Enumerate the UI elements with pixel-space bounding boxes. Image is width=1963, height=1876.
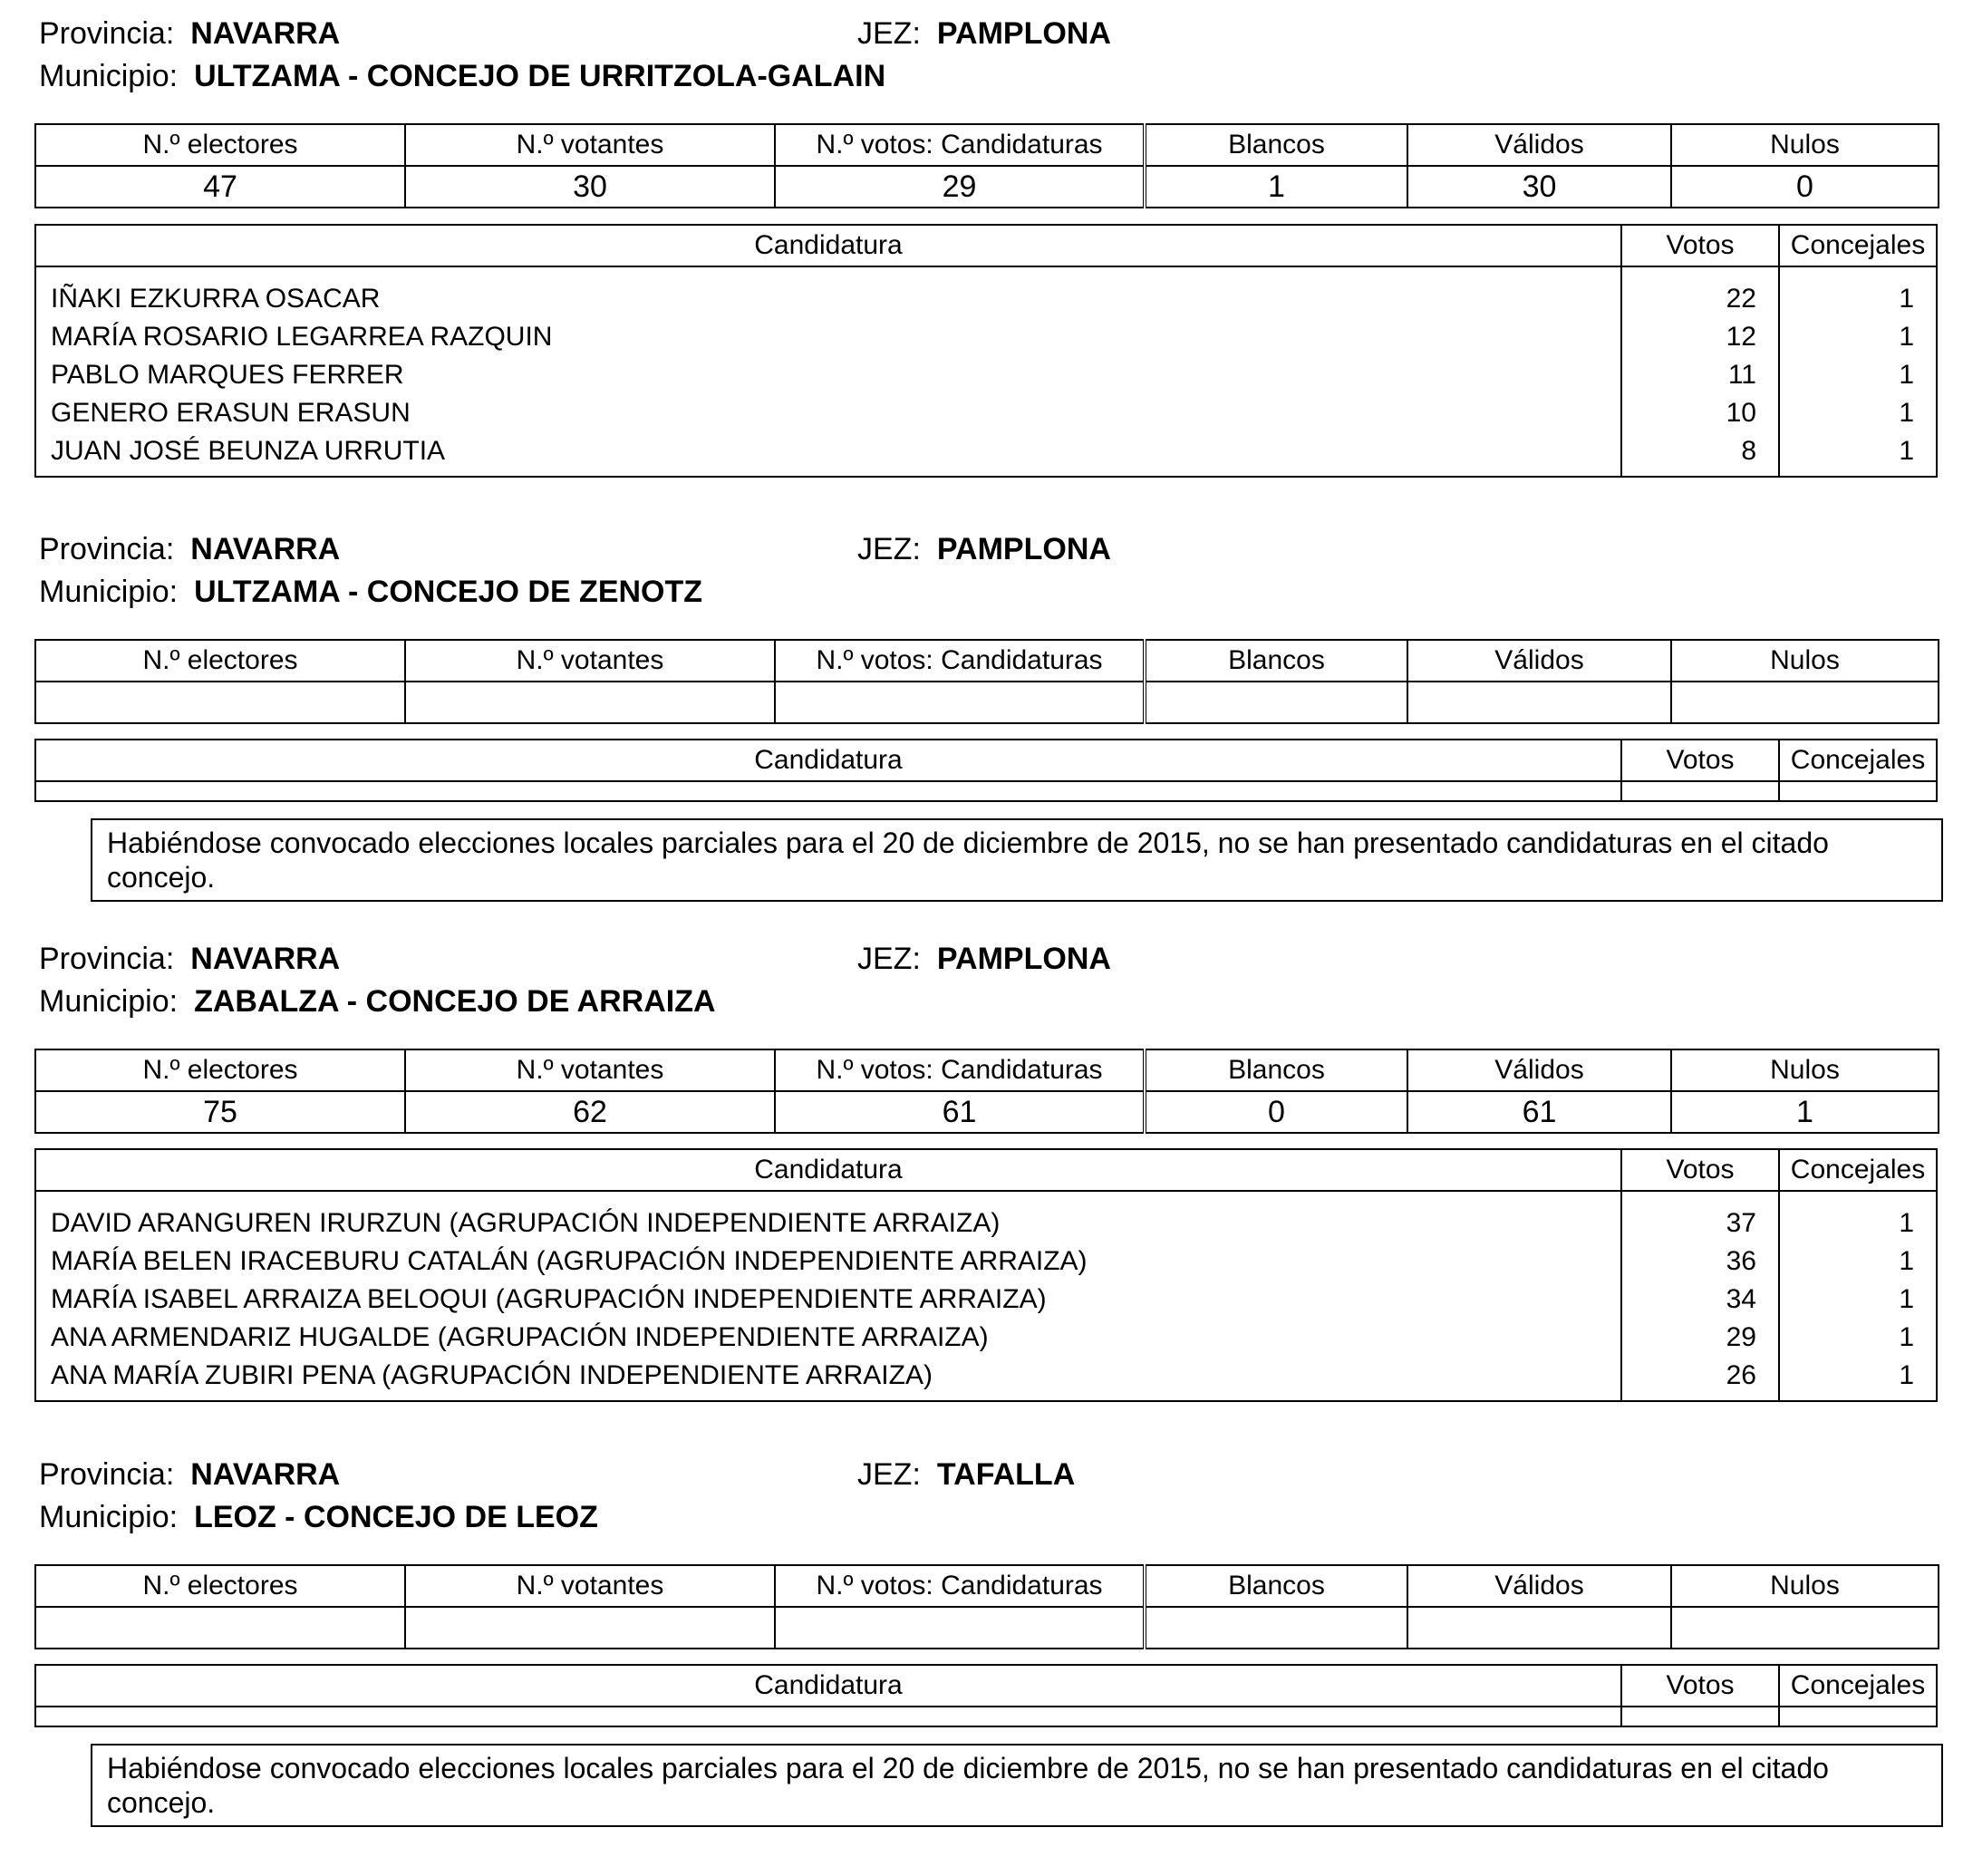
empty-cell bbox=[1778, 782, 1936, 800]
jez-line: JEZ: PAMPLONA bbox=[857, 16, 1111, 51]
votantes-value bbox=[405, 682, 775, 723]
provincia-line: Provincia: NAVARRA bbox=[39, 532, 341, 566]
candidate-votos: 10 bbox=[1726, 398, 1756, 428]
jez-value: PAMPLONA bbox=[936, 16, 1111, 51]
electores-header: N.º electores bbox=[35, 1565, 405, 1607]
provincia-value: NAVARRA bbox=[190, 16, 341, 51]
validos-value: 61 bbox=[1407, 1091, 1671, 1133]
candidate-name: ANA ARMENDARIZ HUGALDE (AGRUPACIÓN INDEPENDIENTE ARRAIZA) bbox=[51, 1322, 989, 1352]
municipio-value: ULTZAMA - CONCEJO DE URRITZOLA-GALAIN bbox=[194, 59, 886, 93]
municipio-value: ULTZAMA - CONCEJO DE ZENOTZ bbox=[194, 575, 703, 609]
validos-header: Válidos bbox=[1407, 640, 1671, 682]
concejales-header: Concejales bbox=[1778, 740, 1936, 780]
votos-candidaturas-value: 29 bbox=[775, 166, 1145, 208]
electores-value: 47 bbox=[35, 166, 405, 208]
nulos-value bbox=[1671, 1607, 1939, 1649]
empty-cell bbox=[36, 782, 1620, 800]
municipio-line: Municipio: ULTZAMA - CONCEJO DE ZENOTZ bbox=[39, 575, 703, 609]
jez-value: PAMPLONA bbox=[936, 942, 1111, 976]
candidate-concejales: 1 bbox=[1899, 1246, 1914, 1276]
electores-header: N.º electores bbox=[35, 1049, 405, 1091]
votantes-value bbox=[405, 1607, 775, 1649]
candidate-concejales: 1 bbox=[1899, 284, 1914, 314]
votantes-value: 62 bbox=[405, 1091, 775, 1133]
candidate-name: IÑAKI EZKURRA OSACAR bbox=[51, 284, 381, 314]
votos-header: Votos bbox=[1620, 1666, 1778, 1706]
candidate-name: ANA MARÍA ZUBIRI PENA (AGRUPACIÓN INDEPENDIENTE ARRAIZA) bbox=[51, 1360, 933, 1390]
municipio-value: LEOZ - CONCEJO DE LEOZ bbox=[194, 1500, 598, 1534]
candidate-name: MARÍA ISABEL ARRAIZA BELOQUI (AGRUPACIÓN INDEPENDIENTE ARRAIZA) bbox=[51, 1284, 1047, 1314]
candidate-name: GENERO ERASUN ERASUN bbox=[51, 398, 411, 428]
concejales-header: Concejales bbox=[1778, 1150, 1936, 1190]
note-box: Habiéndose convocado elecciones locales parciales para el 20 de diciembre de 2015, no se han presentado candidaturas en el citado concejo. bbox=[91, 818, 1943, 902]
candidate-name: JUAN JOSÉ BEUNZA URRUTIA bbox=[51, 436, 446, 466]
votantes-value: 30 bbox=[405, 166, 775, 208]
candidates-table bbox=[34, 1664, 1938, 1727]
concejales-header: Concejales bbox=[1778, 226, 1936, 266]
votos-header: Votos bbox=[1620, 226, 1778, 266]
validos-value bbox=[1407, 682, 1671, 723]
jez-value: TAFALLA bbox=[936, 1457, 1076, 1492]
blancos-header: Blancos bbox=[1145, 1565, 1407, 1607]
candidate-name: MARÍA ROSARIO LEGARREA RAZQUIN bbox=[51, 322, 553, 352]
blancos-header: Blancos bbox=[1145, 640, 1407, 682]
jez-line: JEZ: TAFALLA bbox=[857, 1457, 1076, 1492]
votantes-header: N.º votantes bbox=[405, 640, 775, 682]
blancos-header: Blancos bbox=[1145, 1049, 1407, 1091]
votos-candidaturas-header: N.º votos: Candidaturas bbox=[775, 640, 1145, 682]
nulos-header: Nulos bbox=[1671, 1049, 1939, 1091]
blancos-value: 1 bbox=[1145, 166, 1407, 208]
provincia-line: Provincia: NAVARRA bbox=[39, 16, 341, 51]
candidate-votos: 34 bbox=[1726, 1284, 1756, 1314]
candidate-name: PABLO MARQUES FERRER bbox=[51, 360, 404, 390]
validos-value: 30 bbox=[1407, 166, 1671, 208]
candidate-concejales: 1 bbox=[1899, 360, 1914, 390]
candidatura-header: Candidatura bbox=[754, 1155, 903, 1185]
stats-table bbox=[34, 1564, 1939, 1649]
candidate-votos: 36 bbox=[1726, 1246, 1756, 1276]
electores-header: N.º electores bbox=[35, 124, 405, 166]
provincia-value: NAVARRA bbox=[190, 532, 341, 566]
stats-table bbox=[34, 1049, 1939, 1134]
empty-cell bbox=[1778, 1707, 1936, 1726]
candidate-concejales: 1 bbox=[1899, 1322, 1914, 1352]
nulos-value bbox=[1671, 682, 1939, 723]
candidate-votos: 26 bbox=[1726, 1360, 1756, 1390]
candidatura-header: Candidatura bbox=[754, 230, 903, 260]
empty-cell bbox=[1620, 782, 1778, 800]
nulos-header: Nulos bbox=[1671, 124, 1939, 166]
candidate-votos: 11 bbox=[1727, 360, 1756, 390]
votantes-header: N.º votantes bbox=[405, 1565, 775, 1607]
provincia-line: Provincia: NAVARRA bbox=[39, 1457, 341, 1492]
candidate-name: MARÍA BELEN IRACEBURU CATALÁN (AGRUPACIÓN INDEPENDIENTE ARRAIZA) bbox=[51, 1246, 1088, 1276]
candidates-table bbox=[34, 1148, 1938, 1402]
nulos-value: 0 bbox=[1671, 166, 1939, 208]
validos-header: Válidos bbox=[1407, 1049, 1671, 1091]
votos-header: Votos bbox=[1620, 740, 1778, 780]
candidate-votos: 8 bbox=[1741, 436, 1756, 466]
jez-line: JEZ: PAMPLONA bbox=[857, 942, 1111, 976]
nulos-value: 1 bbox=[1671, 1091, 1939, 1133]
municipio-line: Municipio: ZABALZA - CONCEJO DE ARRAIZA bbox=[39, 984, 716, 1019]
votos-candidaturas-value bbox=[775, 1607, 1145, 1649]
municipio-value: ZABALZA - CONCEJO DE ARRAIZA bbox=[194, 984, 716, 1019]
votantes-header: N.º votantes bbox=[405, 124, 775, 166]
candidate-concejales: 1 bbox=[1899, 1284, 1914, 1314]
validos-header: Válidos bbox=[1407, 1565, 1671, 1607]
blancos-value bbox=[1145, 682, 1407, 723]
jez-line: JEZ: PAMPLONA bbox=[857, 532, 1111, 566]
electores-value bbox=[35, 1607, 405, 1649]
empty-cell bbox=[1620, 1707, 1778, 1726]
votos-candidaturas-header: N.º votos: Candidaturas bbox=[775, 1565, 1145, 1607]
candidate-concejales: 1 bbox=[1899, 322, 1914, 352]
candidate-votos: 29 bbox=[1726, 1322, 1756, 1352]
provincia-line: Provincia: NAVARRA bbox=[39, 942, 341, 976]
blancos-value: 0 bbox=[1145, 1091, 1407, 1133]
electores-value bbox=[35, 682, 405, 723]
municipio-line: Municipio: ULTZAMA - CONCEJO DE URRITZOLA-GALAIN bbox=[39, 59, 886, 93]
electores-header: N.º electores bbox=[35, 640, 405, 682]
candidate-concejales: 1 bbox=[1899, 1360, 1914, 1390]
candidate-concejales: 1 bbox=[1899, 398, 1914, 428]
candidate-votos: 12 bbox=[1726, 322, 1756, 352]
stats-table bbox=[34, 639, 1939, 724]
candidatura-header: Candidatura bbox=[754, 745, 903, 775]
candidates-table bbox=[34, 739, 1938, 802]
blancos-value bbox=[1145, 1607, 1407, 1649]
provincia-value: NAVARRA bbox=[190, 942, 341, 976]
electores-value: 75 bbox=[35, 1091, 405, 1133]
candidates-table bbox=[34, 224, 1938, 478]
jez-value: PAMPLONA bbox=[936, 532, 1111, 566]
nulos-header: Nulos bbox=[1671, 1565, 1939, 1607]
stats-table bbox=[34, 123, 1939, 208]
candidate-name: DAVID ARANGUREN IRURZUN (AGRUPACIÓN INDEPENDIENTE ARRAIZA) bbox=[51, 1208, 1001, 1238]
candidate-votos: 37 bbox=[1726, 1208, 1756, 1238]
votantes-header: N.º votantes bbox=[405, 1049, 775, 1091]
candidatura-header: Candidatura bbox=[754, 1670, 903, 1700]
concejales-header: Concejales bbox=[1778, 1666, 1936, 1706]
provincia-value: NAVARRA bbox=[190, 1457, 341, 1492]
validos-value bbox=[1407, 1607, 1671, 1649]
municipio-line: Municipio: LEOZ - CONCEJO DE LEOZ bbox=[39, 1500, 598, 1534]
votos-header: Votos bbox=[1620, 1150, 1778, 1190]
votos-candidaturas-value: 61 bbox=[775, 1091, 1145, 1133]
candidate-votos: 22 bbox=[1726, 284, 1756, 314]
candidate-concejales: 1 bbox=[1899, 436, 1914, 466]
votos-candidaturas-value bbox=[775, 682, 1145, 723]
votos-candidaturas-header: N.º votos: Candidaturas bbox=[775, 1049, 1145, 1091]
nulos-header: Nulos bbox=[1671, 640, 1939, 682]
note-box: Habiéndose convocado elecciones locales parciales para el 20 de diciembre de 2015, no se han presentado candidaturas en el citado concejo. bbox=[91, 1744, 1943, 1827]
votos-candidaturas-header: N.º votos: Candidaturas bbox=[775, 124, 1145, 166]
candidate-concejales: 1 bbox=[1899, 1208, 1914, 1238]
empty-cell bbox=[36, 1707, 1620, 1726]
validos-header: Válidos bbox=[1407, 124, 1671, 166]
blancos-header: Blancos bbox=[1145, 124, 1407, 166]
